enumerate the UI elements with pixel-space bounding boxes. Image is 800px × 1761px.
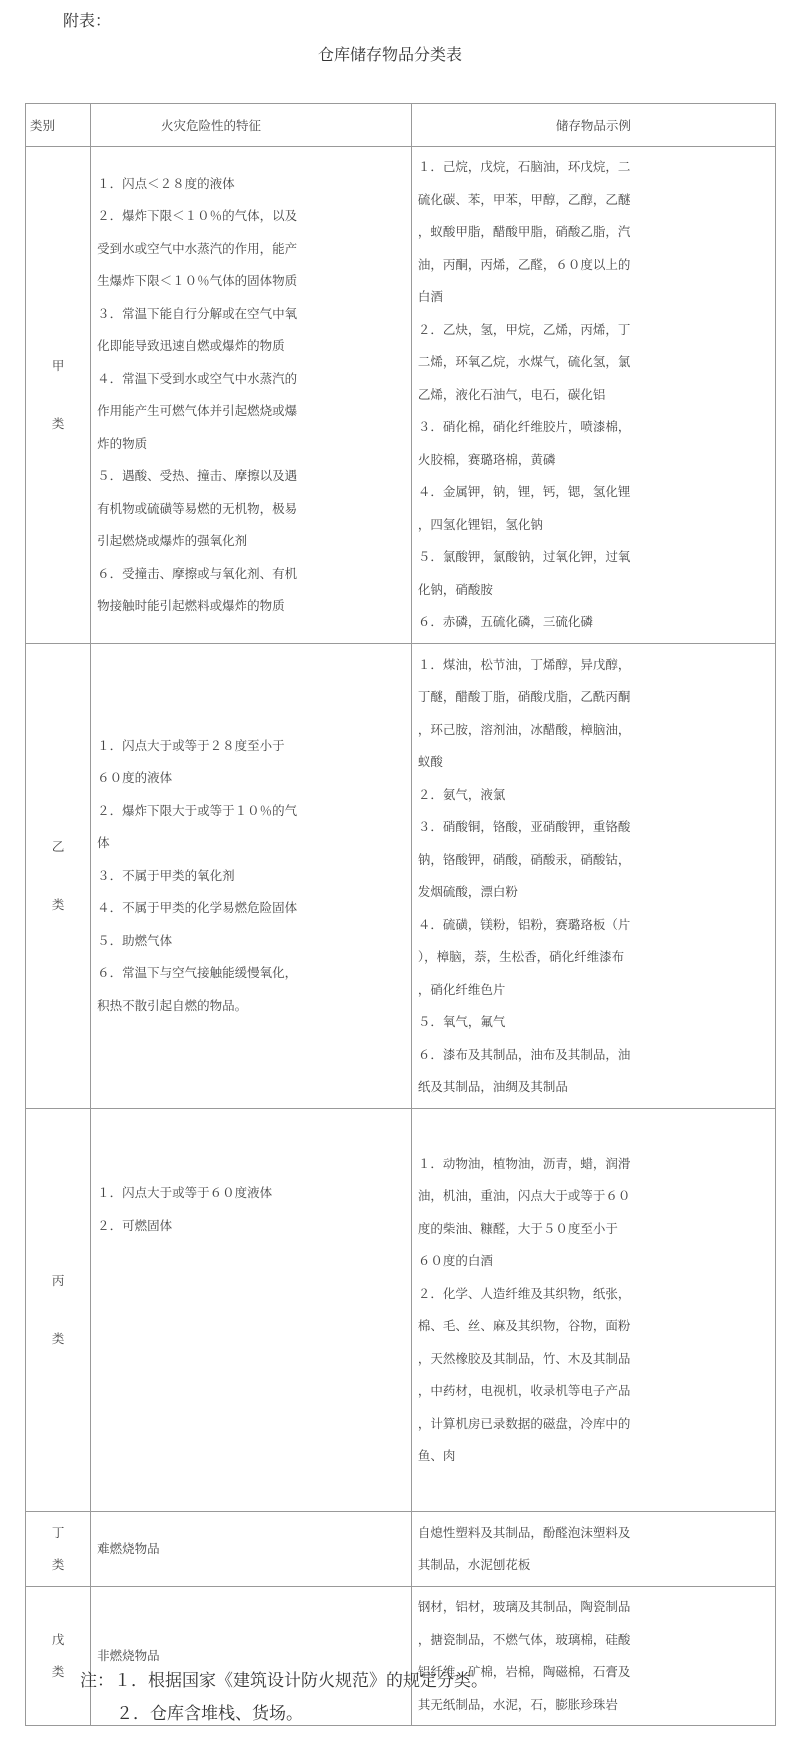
table-row-yi [26,644,776,1109]
example-line: ，天然橡胶及其制品，竹、木及其制品 [417,1350,631,1366]
hazard-line: ４．不属于甲类的化学易燃危险固体 [97,900,298,916]
hazard-cell [91,1512,412,1587]
example-line: ２．乙炔，氢，甲烷，乙烯，丙烯，丁 [417,321,631,337]
example-line: 纸及其制品，油绸及其制品 [417,1079,568,1094]
header-category: 类别 [26,104,91,147]
hazard-line: 有机物或硫磺等易燃的无机物，极易 [97,500,298,516]
category-char: 丙 [51,1273,65,1288]
category-cell [26,147,91,644]
example-line: ４．金属钾，钠，锂，钙，锶，氢化锂 [417,484,631,500]
storage-classification-table [25,103,776,1726]
category-char: 戊 [51,1632,65,1647]
example-line: ６．赤磷，五硫化磷，三硫化磷 [417,614,593,630]
example-line: 钢材，铝材，玻璃及其制品，陶瓷制品 [417,1599,631,1614]
category-cell [26,1512,91,1587]
example-line: 度的柴油、糠醛，大于５０度至小于 [417,1220,618,1236]
example-line: 硫化碳、苯，甲苯，甲醇，乙醇，乙醚 [417,191,631,207]
hazard-line: 化即能导致迅速自燃或爆炸的物质 [97,338,285,353]
category-char: 类 [51,1664,65,1679]
example-line: 丁醚，醋酸丁脂，硝酸戊脂，乙酰丙酮 [417,689,631,704]
hazard-line: １．闪点大于或等于６０度液体 [97,1185,273,1200]
example-line: 其制品，水泥刨花板 [417,1557,531,1572]
example-line: 铝纤维，矿棉，岩棉，陶磁棉，石膏及 [417,1664,631,1679]
note-line: 注：１．根据国家《建筑设计防火规范》的规定分类。 [80,1671,488,1691]
attachment-label: 附表： [63,11,112,30]
hazard-line: ３．常温下能自行分解或在空气中氧 [97,305,298,321]
hazard-line: １．闪点＜２８度的液体 [97,175,235,191]
hazard-line: 生爆炸下限＜１０％气体的固体物质 [97,273,298,288]
example-line: 二烯，环氧乙烷，水煤气，硫化氢，氯 [417,354,631,370]
example-line: 发烟硫酸，漂白粉 [417,884,518,899]
example-line: 化钠，硝酸胺 [417,581,493,597]
category-cell [26,1109,91,1512]
note-line: ２．仓库含堆栈、货场。 [116,1704,303,1724]
table-header-row [26,104,776,147]
example-line: ，计算机房已录数据的磁盘，冷库中的 [417,1415,631,1431]
category-char: 甲 [51,358,65,373]
example-line: ，四氢化锂铝，氢化钠 [417,516,543,532]
hazard-line: ６．受撞击、摩擦或与氧化剂、有机 [97,565,298,581]
category-char: 丁 [51,1525,65,1540]
hazard-cell [91,1109,412,1512]
hazard-line: 炸的物质 [97,435,148,451]
header-hazard-label: 火灾危险性的特征 [161,118,262,133]
table-row-jia [26,147,776,644]
example-line: ５．氧气，氟气 [417,1014,506,1029]
example-line: ３．硝化棉，硝化纤维胶片，喷漆棉， [417,419,631,435]
header-examples: 储存物品示例 [411,104,775,147]
category-char: 类 [51,1557,65,1572]
table-title: 仓库储存物品分类表 [317,45,462,64]
hazard-line: １．闪点大于或等于２８度至小于 [97,737,285,753]
examples-cell [411,1109,775,1512]
example-line: 乙烯，液化石油气，电石，碳化铝 [417,386,606,402]
example-line: 鱼、肉 [417,1448,456,1463]
category-char: 类 [51,1331,65,1346]
hazard-line: ２．爆炸下限大于或等于１０％的气 [97,802,298,818]
example-line: ３．硝酸铜，铬酸，亚硝酸钾，重铬酸 [417,819,631,834]
example-line: １．动物油，植物油，沥青，蜡，润滑 [417,1155,631,1171]
example-line: ２．化学、人造纤维及其织物，纸张， [417,1285,631,1301]
hazard-line: 作用能产生可燃气体并引起燃烧或爆 [97,403,298,418]
examples-cell [411,644,775,1109]
example-line: １．煤油，松节油，丁烯醇，异戊醇， [417,656,631,672]
example-line: ４．硫磺，镁粉，铝粉，赛璐珞板（片 [417,916,631,932]
example-line: ５．氯酸钾，氯酸钠，过氧化钾，过氧 [417,549,631,565]
hazard-line: ５．遇酸、受热、撞击、摩擦以及遇 [97,468,298,483]
category-cell [26,644,91,1109]
example-line: ，硝化纤维色片 [417,981,506,997]
header-hazard [91,104,412,147]
hazard-line: 受到水或空气中水蒸汽的作用，能产 [97,240,298,256]
hazard-line: ２．可燃固体 [97,1217,173,1233]
notes-block [80,1665,488,1731]
hazard-line: ５．助燃气体 [97,932,173,948]
example-line: 钠，铬酸钾，硝酸，硝酸汞，硝酸钴， [417,851,631,867]
example-line: ，环己胺，溶剂油，冰醋酸，樟脑油， [417,721,631,737]
category-char: 类 [51,416,65,431]
hazard-cell [91,644,412,1109]
hazard-line: 非燃烧物品 [97,1647,160,1663]
example-line: 棉、毛、丝、麻及其织物，谷物，面粉 [417,1318,631,1333]
hazard-line: ２．爆炸下限＜１０％的气体，以及 [97,208,298,223]
example-line: 油，机油，重油，闪点大于或等于６０ [417,1188,631,1203]
hazard-line: 难燃烧物品 [97,1540,160,1556]
hazard-line: 引起燃烧或爆炸的强氧化剂 [97,533,248,548]
example-line: ６０度的白酒 [417,1253,493,1268]
example-line: ，蚁酸甲脂，醋酸甲脂，硝酸乙脂，汽 [417,224,631,240]
example-line: ６．漆布及其制品，油布及其制品，油 [417,1046,631,1062]
example-line: 油，丙酮，丙烯，乙醛，６０度以上的 [417,256,631,272]
table-row-ding [26,1512,776,1587]
hazard-line: ６０度的液体 [97,770,173,786]
hazard-line: 物接触时能引起燃料或爆炸的物质 [97,598,285,613]
example-line: ，中药材，电视机，收录机等电子产品 [417,1383,631,1398]
hazard-line: ６．常温下与空气接触能缓慢氧化， [97,965,298,981]
example-line: 其无纸制品，水泥，石，膨胀珍珠岩 [417,1696,618,1712]
hazard-line: ３．不属于甲类的氧化剂 [97,867,235,883]
hazard-line: 积热不散引起自燃的物品。 [97,997,248,1013]
table-row-bing [26,1109,776,1512]
hazard-cell [91,147,412,644]
example-line: 火胶棉，赛璐珞棉，黄磷 [417,451,556,467]
examples-cell [411,147,775,644]
hazard-line: ４．常温下受到水或空气中水蒸汽的 [97,370,298,386]
example-line: １．己烷，戊烷，石脑油，环戊烷，二 [417,159,631,175]
examples-cell [411,1512,775,1587]
example-line: ，搪瓷制品，不燃气体，玻璃棉，硅酸 [417,1631,631,1647]
category-char: 类 [51,897,65,912]
example-line: 白酒 [417,289,443,305]
category-char: 乙 [51,839,65,854]
hazard-line: 体 [97,835,110,851]
example-line: 蚁酸 [417,754,443,769]
example-line: ２．氨气，液氯 [417,786,506,802]
example-line: ），樟脑，萘，生松香，硝化纤维漆布 [417,949,625,964]
example-line: 自熄性塑料及其制品，酚醛泡沫塑料及 [417,1524,631,1540]
